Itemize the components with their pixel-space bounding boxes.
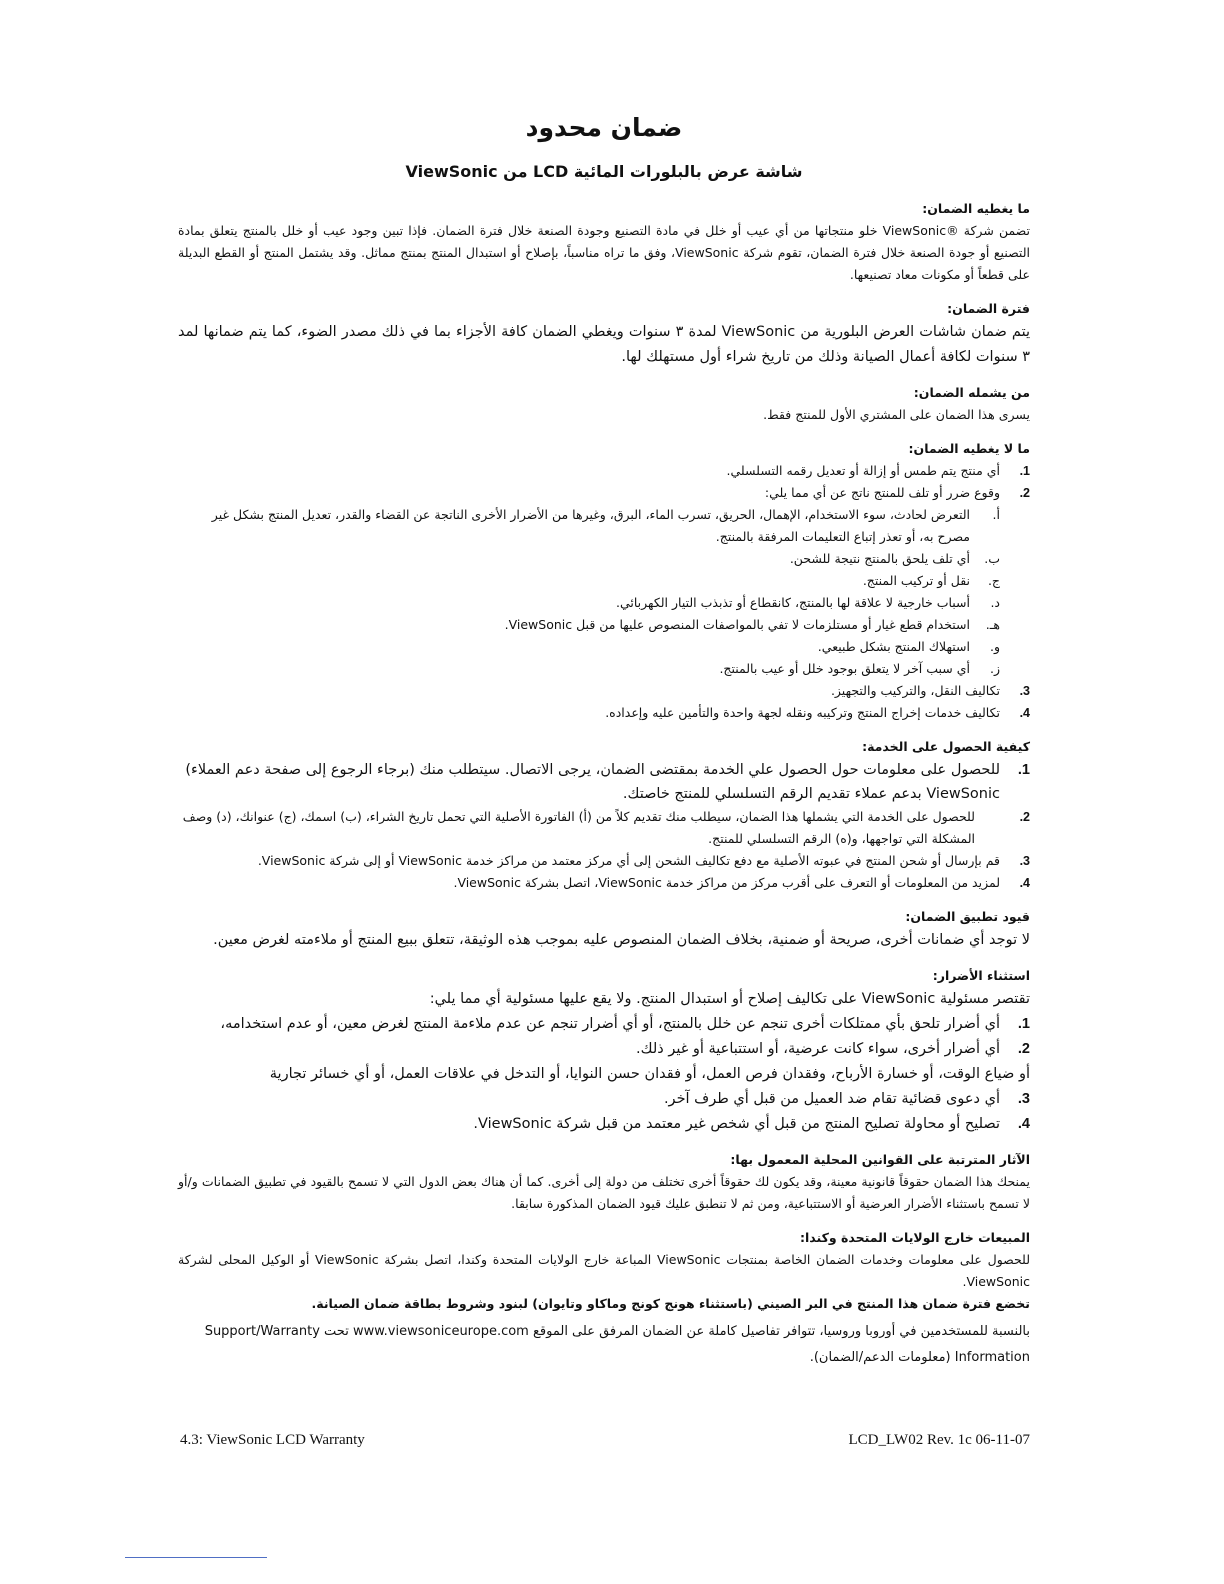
sub-item-text: استخدام قطع غيار أو مستلزمات لا تفي بالمواصفات المنصوص عليها من قبل ViewSonic.	[504, 617, 970, 632]
item-number: 4.	[1017, 1116, 1030, 1132]
item-text: قم بإرسال أو شحن المنتج في عبوته الأصلية مع دفع تكاليف الشحن إلى أي مركز معتمد من مراكز خدمة ViewSonic أو إلى شركة ViewSonic.	[257, 853, 1000, 868]
item-number: 2.	[1019, 486, 1030, 500]
item-text: أي أضرار أخرى، سواء كانت عرضية، أو استتباعية أو غير ذلك.	[636, 1041, 1000, 1057]
warranty-page	[178, 108, 1030, 1371]
limits-section	[178, 906, 1030, 953]
damage-causes-list	[178, 504, 1030, 680]
list-item	[178, 680, 1030, 702]
item-text: أي منتج يتم طمس أو إزالة أو تعديل رقمه التسلسلي.	[726, 463, 1000, 478]
exclusion-continuation: أو ضياع الوقت، أو خسارة الأرباح، وفقدان فرص العمل، أو فقدان حسن النوايا، أو التدخل في علاقات العمل، أو أي خسائر تجارية	[269, 1066, 1030, 1082]
limits-text: لا توجد أي ضمانات أخرى، صريحة أو ضمنية، بخلاف الضمان المنصوص عليه بموجب هذه الوثيقة، تتعلق ببيع المنتج أو ملاءمته لغرض معين.	[213, 932, 1030, 948]
outside-heading: المبيعات خارج الولايات المتحدة وكندا:	[800, 1230, 1030, 1245]
item-number: 3.	[1017, 1091, 1030, 1107]
coverage-heading: ما يغطيه الضمان:	[922, 201, 1030, 216]
list-item	[178, 872, 1030, 894]
item-text: أي أضرار تلحق بأي ممتلكات أخرى تنجم عن خلل بالمنتج، أو أي أضرار تنجم عن عدم ملاءمة المنتج لغرض معين، أو عدم استخدامه،	[220, 1016, 1000, 1032]
item-number: 4.	[1019, 706, 1030, 720]
period-text: يتم ضمان شاشات العرض البلورية من ViewSonic لمدة ٣ سنوات ويغطي الضمان كافة الأجزاء بما في ذلك مصدر الضوء، كما يتم ضمانها لمد ٣ سنوات لكافة أعمال الصيانة وذلك من تاريخ شراء أول مستهلك لها.	[178, 324, 1030, 365]
sub-item	[178, 614, 1030, 636]
limits-heading: قيود تطبيق الضمان:	[905, 909, 1030, 924]
item-text: تصليح أو محاولة تصليح المنتج من قبل أي شخص غير معتمد من قبل شركة ViewSonic.	[473, 1116, 1000, 1132]
document-subtitle: شاشة عرض بالبلورات المائية LCD من ViewSonic	[405, 162, 803, 181]
list-item	[178, 1037, 1030, 1087]
sub-item-mark: ز.	[989, 661, 1000, 676]
period-heading: فترة الضمان:	[947, 301, 1030, 316]
list-item	[178, 806, 1030, 850]
item-text: أي دعوى قضائية تقام ضد العميل من قبل أي طرف آخر.	[663, 1091, 1000, 1107]
item-number: 1.	[1017, 1016, 1030, 1032]
sub-item-mark: أ.	[992, 507, 1000, 522]
item-number: 4.	[1019, 876, 1030, 890]
footnote-divider	[125, 1557, 267, 1558]
exclusion-list	[178, 1012, 1030, 1137]
footer-right: LCD_LW02 Rev. 1c 06-11-07	[848, 1432, 1030, 1448]
not-covered-list	[178, 460, 1030, 724]
list-item	[178, 460, 1030, 482]
list-item	[178, 758, 1030, 806]
item-text: للحصول على الخدمة التي يشملها هذا الضمان، سيطلب منك تقديم كلاً من (أ) الفاتورة الأصلية التي تحمل تاريخ الشراء، (ب) اسمك، (ج) عنوانك، (د) وصف المشكلة التي تواجهها، و(ه) الرقم التسلسلي للمنتج.	[182, 809, 975, 846]
item-number: 2.	[1017, 1041, 1030, 1057]
service-list	[178, 758, 1030, 894]
local-law-heading: الآثار المترتبة على القوانين المحلية المعمول بها:	[730, 1152, 1030, 1167]
coverage-text: تضمن شركة ®ViewSonic خلو منتجاتها من أي عيب أو خلل في مادة التصنيع وجودة الصنعة خلال فترة الضمان. فإذا تبين وجود عيب أو خلل بالمنتج يتعلق بمادة التصنيع أو جودة الصنعة خلال فترة الضمان، تقوم شركة ViewSonic، وفق ما تراه مناسباً، بإصلاح أو استبدال المنتج بمنتج مماثل. وقد يشتمل المنتج أو القطع البديلة على قطعاً أو مكونات معاد تصنيعها.	[178, 223, 1031, 282]
outside-section	[178, 1227, 1030, 1371]
sub-item	[178, 658, 1030, 680]
list-item	[178, 702, 1030, 724]
sub-item	[178, 592, 1030, 614]
service-section	[178, 736, 1030, 894]
not-covered-heading: ما لا يغطيه الضمان:	[908, 441, 1030, 456]
document-title: ضمان محدود	[525, 113, 683, 142]
who-heading: من يشمله الضمان:	[913, 385, 1030, 400]
sub-item-mark: ج.	[987, 573, 1000, 588]
exclusion-heading: استثناء الأضرار:	[932, 968, 1030, 983]
item-number: 3.	[1019, 684, 1030, 698]
item-text: لمزيد من المعلومات أو التعرف على أقرب مركز من مراكز خدمة ViewSonic، اتصل بشركة ViewSonic.	[453, 875, 1000, 890]
item-text: وقوع ضرر أو تلف للمنتج ناتج عن أي مما يلي:	[764, 485, 1000, 500]
sub-item-mark: و.	[989, 639, 1000, 654]
list-item	[178, 482, 1030, 680]
sub-item-text: التعرض لحادث، سوء الاستخدام، الإهمال، الحريق، تسرب الماء، البرق، وغيرها من الأضرار الأخرى الناتجة عن القضاء والقدر، تعديل المنتج بشكل غير مصرح به، أو تعذر إتباع التعليمات المرفقة بالمنتج.	[211, 507, 970, 544]
item-number: 1.	[1019, 464, 1030, 478]
sub-item-mark: هـ.	[985, 617, 1000, 632]
sub-item-text: نقل أو تركيب المنتج.	[862, 573, 970, 588]
list-item	[178, 850, 1030, 872]
item-number: 3.	[1019, 854, 1030, 868]
coverage-section	[178, 198, 1030, 286]
list-item	[178, 1012, 1030, 1037]
sub-item	[178, 636, 1030, 658]
local-law-section	[178, 1149, 1030, 1215]
sub-item-text: أي سبب آخر لا يتعلق بوجود خلل أو عيب بالمنتج.	[719, 661, 970, 676]
local-law-text: يمنحك هذا الضمان حقوقاً قانونية معينة، وقد يكون لك حقوقاً أخرى تختلف من دولة إلى أخرى. كما أن هناك بعض الدول التي لا تسمح بالقيود في تطبيق الضمانات و/أو لا تسمح باستثناء الأضرار العرضية أو الاستتباعية، ومن ثم لا تنطبق عليك قيود الضمان المذكورة سابقا.	[178, 1174, 1030, 1211]
item-text: تكاليف خدمات إخراج المنتج وتركيبه ونقله لجهة واحدة والتأمين عليه وإعداده.	[605, 705, 1000, 720]
not-covered-section	[178, 438, 1030, 724]
exclusion-intro: تقتصر مسئولية ViewSonic على تكاليف إصلاح أو استبدال المنتج. ولا يقع عليها مسئولية أي مما يلي:	[429, 991, 1030, 1007]
item-text: تكاليف النقل، والتركيب والتجهيز.	[830, 683, 1000, 698]
item-text: للحصول على معلومات حول الحصول علي الخدمة بمقتضى الضمان، يرجى الاتصال. سيتطلب منك (برجاء الرجوع إلى صفحة دعم العملاء) ViewSonic بدعم عملاء تقديم الرقم التسلسلي للمنتج خاصتك.	[185, 762, 1000, 802]
sub-item-mark: ب.	[984, 551, 1000, 566]
sub-item-mark: د.	[990, 595, 1000, 610]
outside-text: للحصول على معلومات وخدمات الضمان الخاصة بمنتجات ViewSonic المباعة خارج الولايات المتحدة وكندا، اتصل بشركة ViewSonic أو الوكيل المحلى لشركة ViewSonic.	[178, 1252, 1031, 1289]
item-number: 1.	[1017, 762, 1030, 778]
footer-left: 4.3: ViewSonic LCD Warranty	[180, 1432, 365, 1448]
who-text: يسرى هذا الضمان على المشتري الأول للمنتج فقط.	[763, 407, 1030, 422]
sub-item-text: أسباب خارجية لا علاقة لها بالمنتج، كانقطاع أو تذبذب التيار الكهربائي.	[616, 595, 970, 610]
sub-item	[178, 570, 1030, 592]
europe-note: بالنسبة للمستخدمين في أوروبا وروسيا، تتوافر تفاصيل كاملة عن الضمان المرفق على الموقع www.viewsoniceurope.com تحت Support/Warranty Information (معلومات الدعم/الضمان).	[204, 1324, 1030, 1365]
who-section	[178, 382, 1030, 426]
page-footer	[180, 1432, 1030, 1456]
list-item	[178, 1087, 1030, 1112]
china-note: تخضع فترة ضمان هذا المنتج في البر الصيني (باستثناء هونج كونج وماكاو وتايوان) لبنود وشروط بطاقة ضمان الصيانة.	[311, 1296, 1030, 1311]
service-heading: كيفية الحصول على الخدمة:	[862, 739, 1030, 754]
sub-item-text: استهلاك المنتج بشكل طبيعي.	[817, 639, 970, 654]
sub-item-text: أي تلف يلحق بالمنتج نتيجة للشحن.	[789, 551, 970, 566]
item-number: 2.	[1019, 810, 1030, 824]
sub-item	[178, 504, 1030, 548]
exclusion-section	[178, 965, 1030, 1137]
sub-item	[178, 548, 1030, 570]
list-item	[178, 1112, 1030, 1137]
period-section	[178, 298, 1030, 370]
